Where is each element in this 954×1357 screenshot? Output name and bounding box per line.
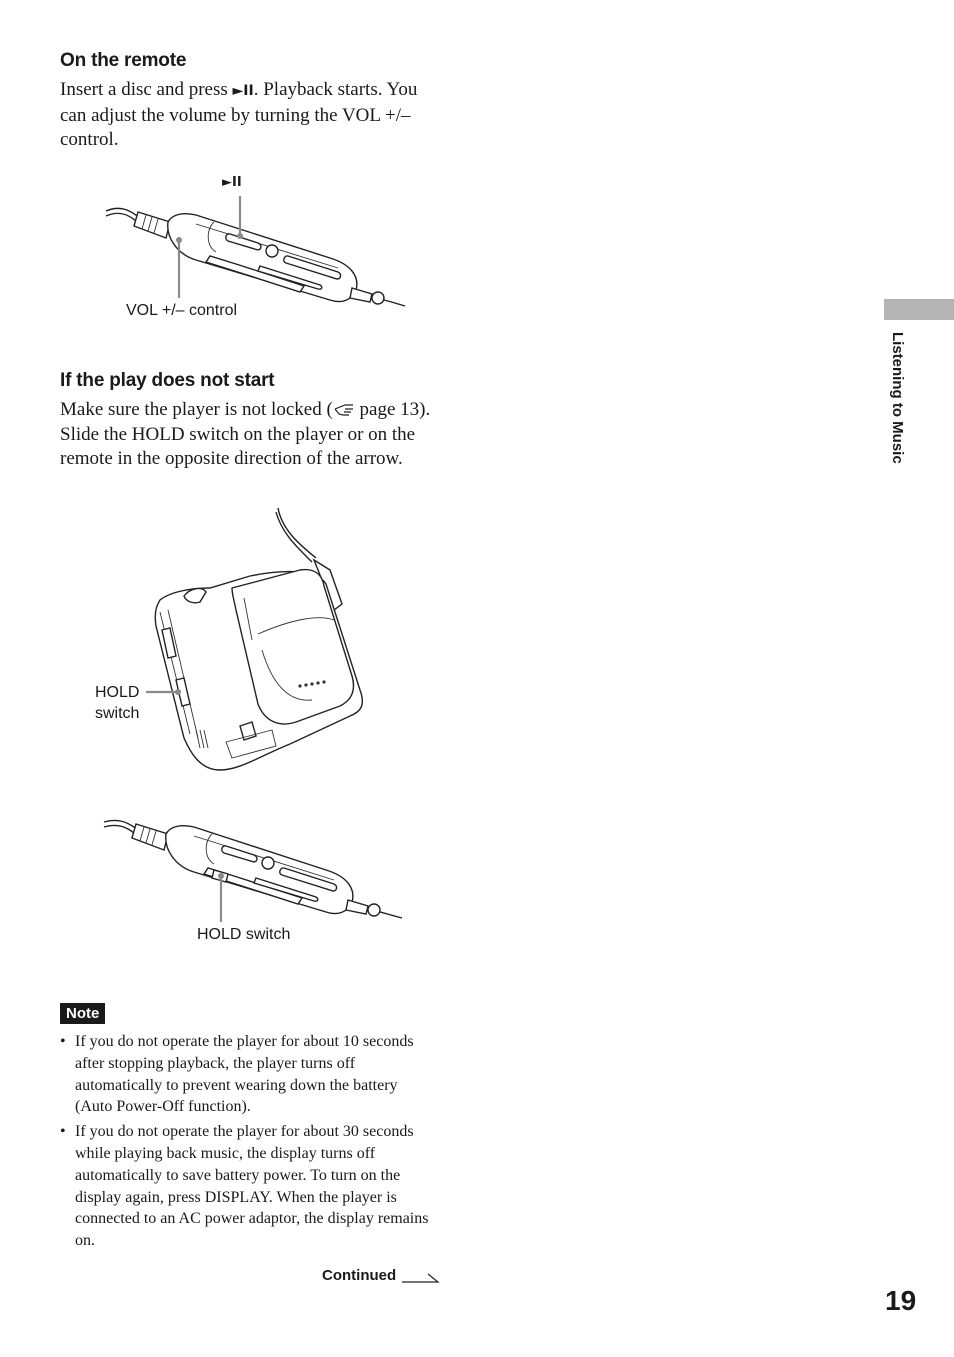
hold-label-line1: HOLD bbox=[95, 684, 140, 701]
list-item: • If you do not operate the player for about 30 seconds while playing back music, the display turns off automatically to save battery power. To turn on the display again, press DISPLAY. When the player is connected to an AC power adaptor, the display remains on. bbox=[60, 1121, 432, 1252]
text-part: Insert a disc and press bbox=[60, 79, 233, 100]
vol-control-label: VOL +/– control bbox=[126, 302, 238, 319]
continued-arrow-icon bbox=[402, 1271, 440, 1285]
play-pause-symbol: ►II bbox=[232, 83, 254, 99]
text-part: Make sure the player is not locked ( bbox=[60, 399, 333, 420]
section-heading-on-the-remote: On the remote bbox=[60, 50, 187, 71]
note-badge: Note bbox=[60, 1003, 105, 1024]
hold-label-line2: switch bbox=[95, 705, 140, 722]
continued-label: Continued bbox=[322, 1267, 397, 1284]
text-part: page 13). Slide the HOLD switch on the player or on the remote in the opposite direction of the arrow. bbox=[60, 399, 431, 470]
section-tab bbox=[884, 299, 954, 320]
play-pause-button-label: ►II bbox=[222, 175, 242, 190]
section-heading-play-does-not-start: If the play does not start bbox=[60, 370, 275, 391]
note-list bbox=[60, 1031, 432, 1255]
side-section-label: Listening to Music bbox=[889, 332, 906, 464]
list-item: • If you do not operate the player for about 10 seconds after stopping playback, the player turns off automatically to prevent wearing down the battery (Auto Power-Off function). bbox=[60, 1031, 432, 1118]
page-number: 19 bbox=[885, 1285, 917, 1316]
text-part: . Playback starts. You can adjust the volume by turning the VOL +/– control. bbox=[60, 79, 418, 151]
hold-switch-label-remote: HOLD switch bbox=[197, 926, 291, 943]
